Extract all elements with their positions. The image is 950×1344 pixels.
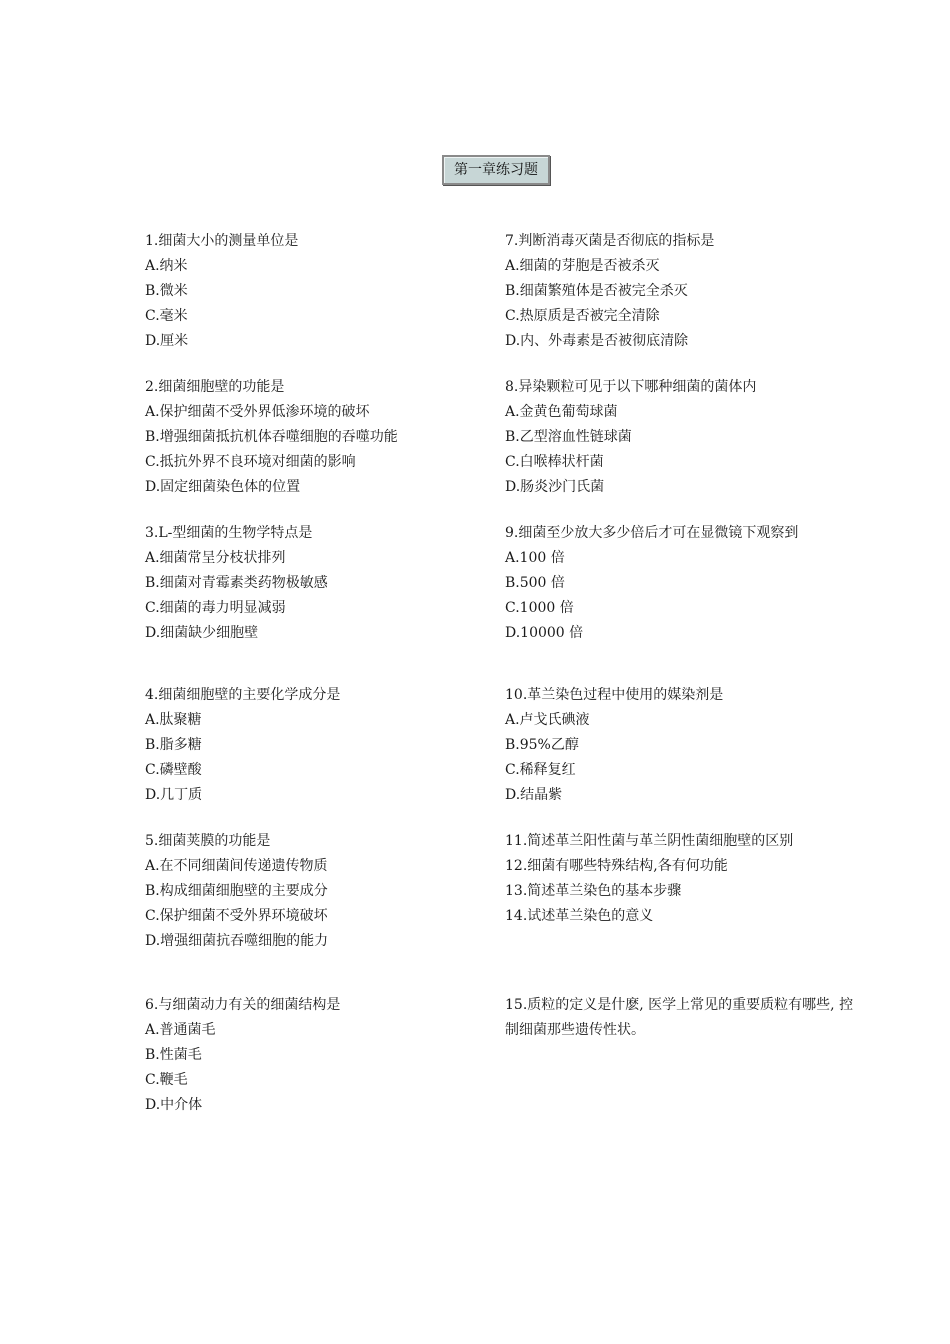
option-d: D.10000 倍 — [505, 625, 584, 641]
page-title: 第一章练习题 — [442, 155, 550, 185]
option-a: A.细菌的芽胞是否被杀灭 — [505, 258, 660, 274]
option-b: B.脂多糖 — [145, 737, 202, 753]
question-block-9 — [505, 521, 875, 646]
option-d: D.细菌缺少细胞壁 — [145, 625, 259, 641]
option-b: B.增强细菌抵抗机体吞噬细胞的吞噬功能 — [145, 429, 398, 445]
short-answer-13: 13.简述革兰染色的基本步骤 — [505, 883, 682, 899]
option-c: C.白喉棒状杆菌 — [505, 454, 604, 470]
option-d: D.中介体 — [145, 1097, 203, 1113]
option-c: C.细菌的毒力明显减弱 — [145, 600, 286, 616]
option-a: A.100 倍 — [505, 550, 565, 566]
question-block-5 — [145, 829, 515, 954]
question-text: 3.L-型细菌的生物学特点是 — [145, 525, 313, 541]
short-answer-11: 11.简述革兰阳性菌与革兰阴性菌细胞壁的区别 — [505, 833, 794, 849]
question-text: 5.细菌荚膜的功能是 — [145, 833, 271, 849]
question-block-6 — [145, 993, 515, 1118]
option-d: D.几丁质 — [145, 787, 203, 803]
option-d: D.肠炎沙门氏菌 — [505, 479, 605, 495]
question-text: 7.判断消毒灭菌是否彻底的指标是 — [505, 233, 715, 249]
question-block-10 — [505, 683, 875, 808]
option-b: B.95%乙醇 — [505, 737, 579, 753]
short-answer-12: 12.细菌有哪些特殊结构,各有何功能 — [505, 858, 728, 874]
option-c: C.磷壁酸 — [145, 762, 202, 778]
question-text: 8.异染颗粒可见于以下哪种细菌的菌体内 — [505, 379, 757, 395]
option-c: C.1000 倍 — [505, 600, 574, 616]
option-b: B.性菌毛 — [145, 1047, 202, 1063]
option-c: C.毫米 — [145, 308, 188, 324]
option-b: B.微米 — [145, 283, 188, 299]
short-answer-block — [505, 829, 875, 929]
option-b: B.乙型溶血性链球菌 — [505, 429, 632, 445]
option-d: D.厘米 — [145, 333, 189, 349]
question-text: 9.细菌至少放大多少倍后才可在显微镜下观察到 — [505, 525, 799, 541]
question-block-4 — [145, 683, 515, 808]
option-d: D.固定细菌染色体的位置 — [145, 479, 301, 495]
essay-question-block — [505, 993, 875, 1043]
option-a: A.细菌常呈分枝状排列 — [145, 550, 286, 566]
option-b: B.细菌对青霉素类药物极敏感 — [145, 575, 328, 591]
question-block-1 — [145, 229, 515, 354]
option-d: D.内、外毒素是否被彻底清除 — [505, 333, 689, 349]
option-a: A.卢戈氏碘液 — [505, 712, 590, 728]
question-block-7 — [505, 229, 875, 354]
option-b: B.构成细菌细胞壁的主要成分 — [145, 883, 328, 899]
option-c: C.鞭毛 — [145, 1072, 188, 1088]
question-block-2 — [145, 375, 515, 500]
option-c: C.稀释复红 — [505, 762, 576, 778]
option-b: B.500 倍 — [505, 575, 565, 591]
option-a: A.纳米 — [145, 258, 188, 274]
option-a: A.保护细菌不受外界低渗环境的破坏 — [145, 404, 370, 420]
option-a: A.在不同细菌间传递遗传物质 — [145, 858, 328, 874]
option-c: C.保护细菌不受外界环境破坏 — [145, 908, 328, 924]
question-text: 6.与细菌动力有关的细菌结构是 — [145, 997, 341, 1013]
option-a: A.金黄色葡萄球菌 — [505, 404, 618, 420]
essay-question-15: 15.质粒的定义是什麽, 医学上常见的重要质粒有哪些, 控制细菌那些遗传性状。 — [505, 997, 854, 1038]
option-d: D.增强细菌抗吞噬细胞的能力 — [145, 933, 329, 949]
question-text: 4.细菌细胞壁的主要化学成分是 — [145, 687, 341, 703]
question-text: 2.细菌细胞壁的功能是 — [145, 379, 285, 395]
option-a: A.普通菌毛 — [145, 1022, 216, 1038]
question-text: 1.细菌大小的测量单位是 — [145, 233, 299, 249]
question-block-3 — [145, 521, 515, 646]
option-b: B.细菌繁殖体是否被完全杀灭 — [505, 283, 688, 299]
short-answer-14: 14.试述革兰染色的意义 — [505, 908, 654, 924]
question-text: 10.革兰染色过程中使用的媒染剂是 — [505, 687, 724, 703]
option-c: C.热原质是否被完全清除 — [505, 308, 660, 324]
option-d: D.结晶紫 — [505, 787, 563, 803]
question-block-8 — [505, 375, 875, 500]
option-c: C.抵抗外界不良环境对细菌的影响 — [145, 454, 356, 470]
option-a: A.肽聚糖 — [145, 712, 202, 728]
